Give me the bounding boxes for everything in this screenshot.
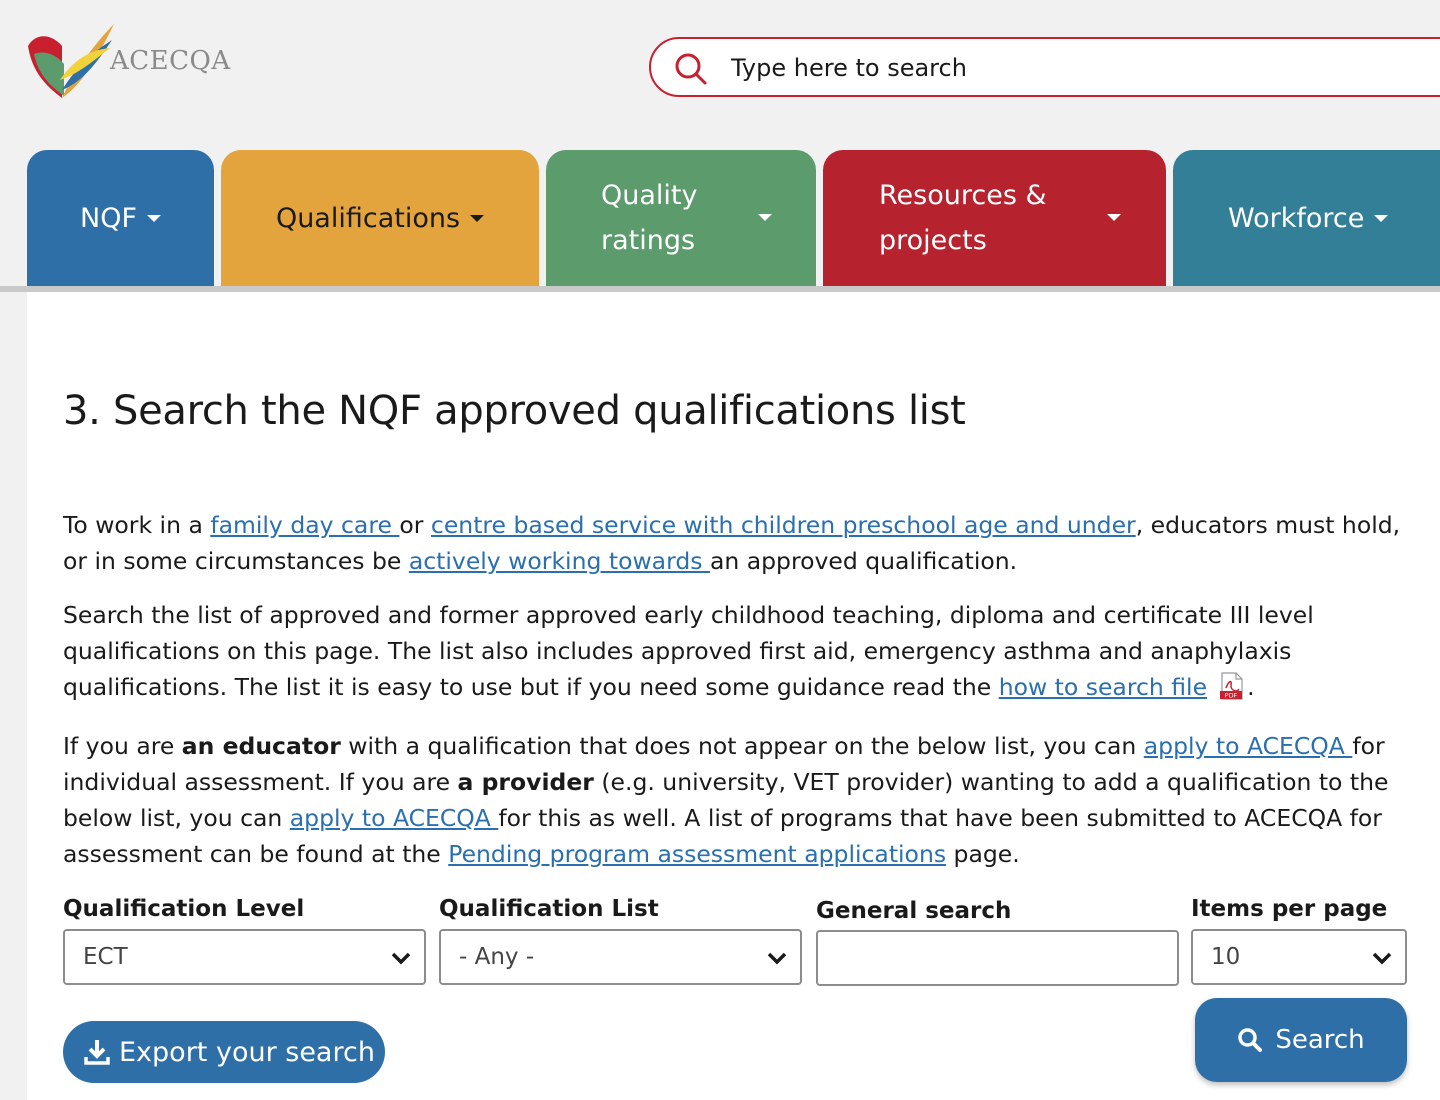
- site-search[interactable]: [649, 37, 1440, 97]
- qualification-level-label: Qualification Level: [63, 896, 305, 922]
- caret-down-icon: [1107, 214, 1121, 221]
- chevron-down-icon: [1371, 947, 1393, 969]
- general-search-input[interactable]: [818, 932, 1177, 984]
- general-search-field[interactable]: [816, 930, 1179, 986]
- main-nav: [0, 150, 1440, 292]
- search-icon: [1237, 1027, 1263, 1053]
- caret-down-icon: [470, 215, 484, 222]
- apply-paragraph: If you are an educator with a qualification that does not appear on the below list, you can apply to ACECQA for individual assessment. If you are a provider (e.g. university, VET provider) wanting to add a qualification to the below list, you can apply to ACECQA for this as well. A list of programs that have been submitted to ACECQA for assessment can be found at the Pending program assessment applications page.: [63, 732, 1389, 868]
- chevron-down-icon: [766, 947, 788, 969]
- pending-applications-link[interactable]: Pending program assessment applications: [448, 840, 947, 868]
- items-per-page-value: 10: [1211, 944, 1241, 970]
- qualification-level-select[interactable]: [63, 929, 426, 985]
- nav-tab-label: Resources & projects: [879, 180, 1047, 256]
- how-to-search-file-link[interactable]: how to search file: [998, 673, 1208, 701]
- family-day-care-link[interactable]: family day care: [210, 511, 400, 539]
- general-search-label: General search: [816, 898, 1012, 924]
- nav-tab-resources-projects[interactable]: [823, 150, 1166, 286]
- site-search-input[interactable]: [729, 49, 1409, 87]
- nav-tab-workforce[interactable]: [1173, 150, 1440, 286]
- nav-tab-label: Quality ratings: [601, 180, 698, 256]
- nav-tab-label: Workforce: [1228, 202, 1365, 234]
- logo-text: ACECQA: [110, 46, 231, 76]
- items-per-page-label: Items per page: [1191, 896, 1388, 922]
- download-icon: [83, 1038, 111, 1066]
- search-icon: [673, 51, 709, 87]
- main-content: [27, 292, 1440, 1100]
- items-per-page-select[interactable]: [1191, 929, 1407, 985]
- apply-to-acecqa-provider-link[interactable]: apply to ACECQA: [289, 804, 499, 832]
- chevron-down-icon: [390, 947, 412, 969]
- export-search-button[interactable]: [63, 1021, 385, 1083]
- search-button[interactable]: [1195, 998, 1407, 1082]
- export-search-label: Export your search: [119, 1036, 375, 1068]
- pdf-icon[interactable]: [1217, 671, 1247, 701]
- search-button-label: Search: [1275, 1025, 1365, 1055]
- caret-down-icon: [758, 214, 772, 221]
- nav-tab-nqf[interactable]: [27, 150, 214, 286]
- nav-tab-qualifications[interactable]: [221, 150, 539, 286]
- nav-tab-quality-ratings[interactable]: [546, 150, 816, 286]
- nav-tab-label: NQF: [80, 202, 137, 234]
- svg-text:PDF: PDF: [1224, 691, 1238, 700]
- apply-to-acecqa-educator-link[interactable]: apply to ACECQA: [1143, 732, 1353, 760]
- caret-down-icon: [1374, 215, 1388, 222]
- centre-based-service-link[interactable]: centre based service with children preschool age and under: [430, 511, 1136, 539]
- nav-tab-label: Qualifications: [275, 202, 461, 234]
- page-title: 3. Search the NQF approved qualifications list: [63, 388, 966, 434]
- qualification-list-label: Qualification List: [439, 896, 659, 922]
- qualification-list-select[interactable]: [439, 929, 802, 985]
- qualification-level-value: ECT: [83, 944, 128, 970]
- qualification-list-value: - Any -: [459, 944, 535, 970]
- intro-paragraph: To work in a family day care or centre based service with children preschool age and under, educators must hold, or in some circumstances be actively working towards an approved qualification.: [63, 511, 1401, 575]
- caret-down-icon: [147, 215, 161, 222]
- actively-working-towards-link[interactable]: actively working towards: [408, 547, 710, 575]
- search-info-paragraph: Search the list of approved and former approved early childhood teaching, diploma and certificate III level qualifications on this page. The list also includes approved first aid, emergency asthma and anaphylaxis qualifications. The list it is easy to use but if you need some guidance read the how to search file PDF .: [63, 601, 1314, 701]
